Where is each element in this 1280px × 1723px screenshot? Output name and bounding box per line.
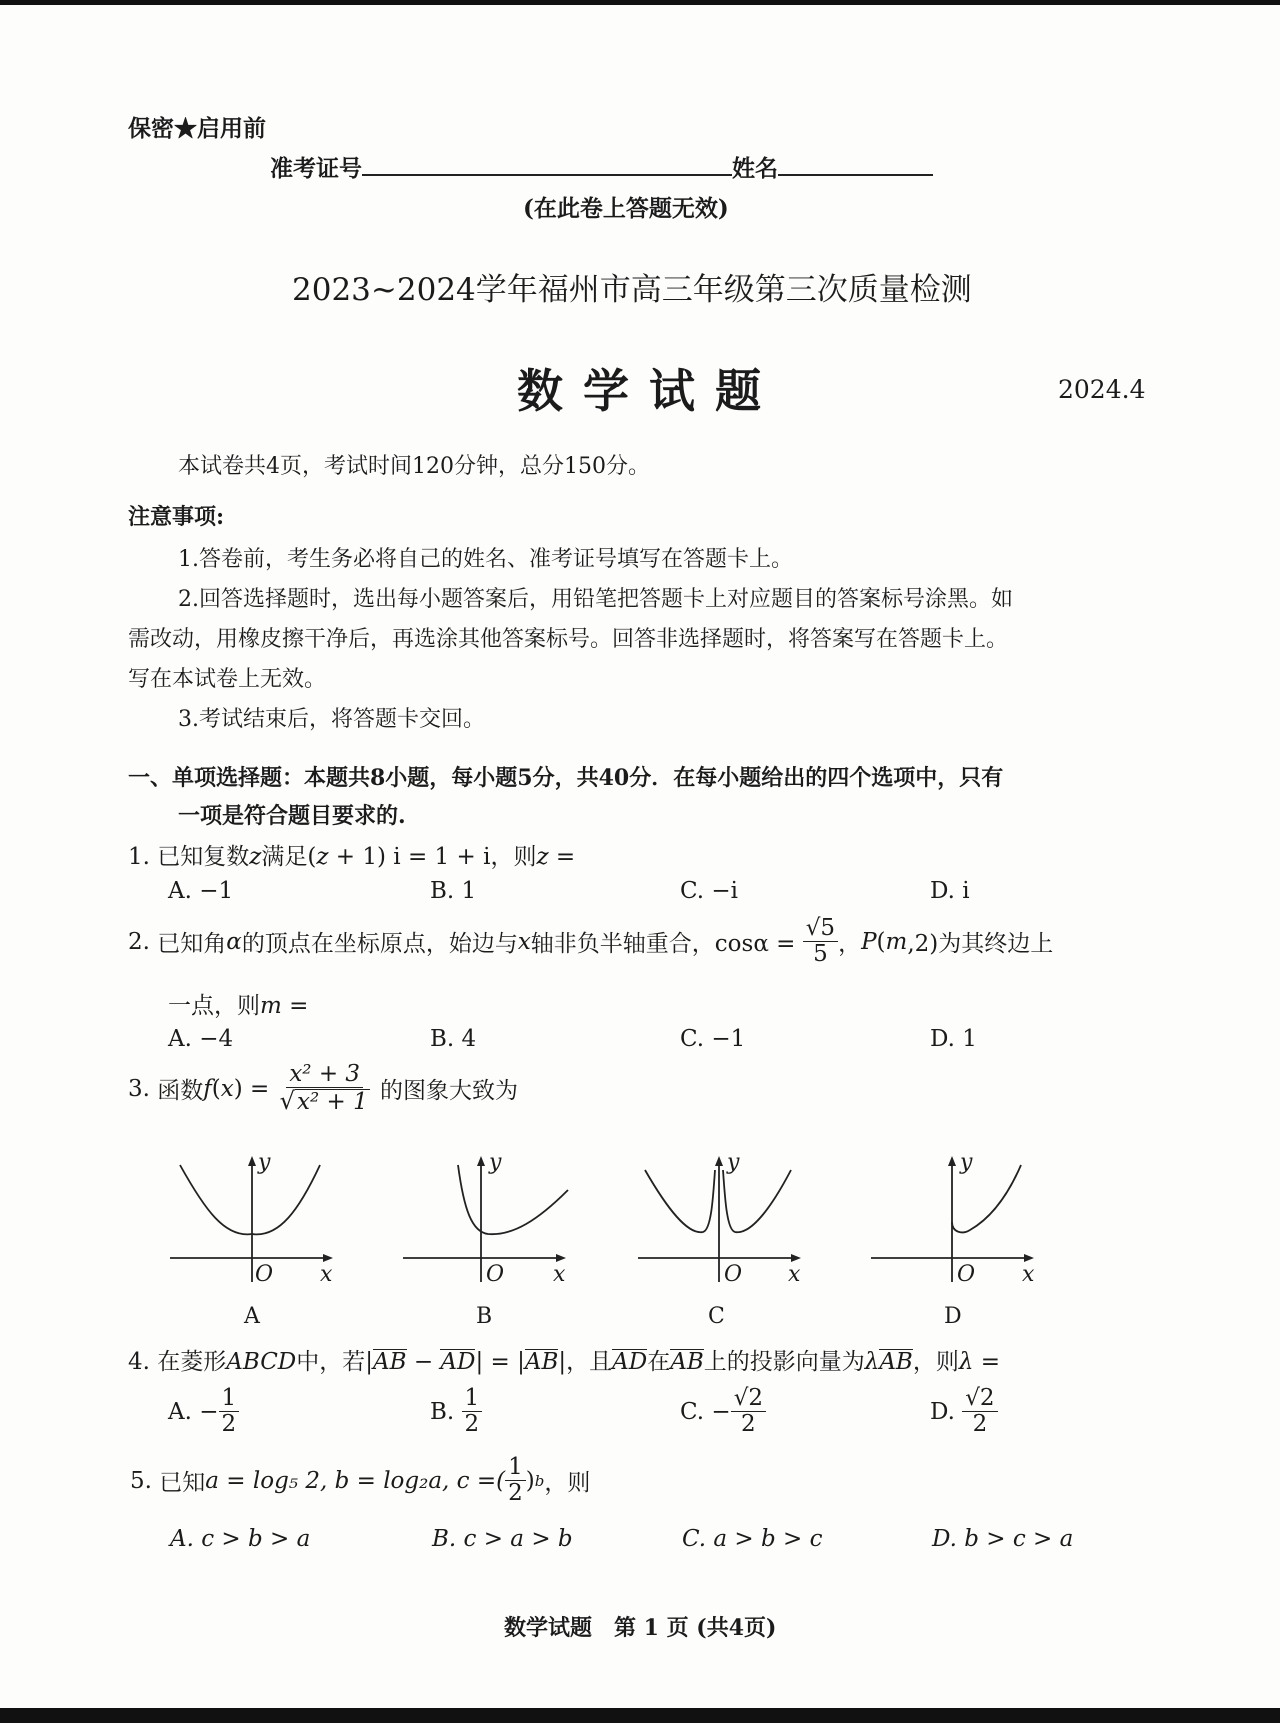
x-axis-label: x	[553, 1262, 566, 1287]
question-5: 5. 已知 a = log₅ 2, b = log₂a, c =( $\frac{1}{2}$ ) b ，则	[130, 1454, 591, 1507]
option-d: D. i	[930, 878, 970, 904]
curve-right	[723, 1170, 791, 1232]
curve	[952, 1165, 1021, 1232]
option-d: D. $\frac{√2}{2}$	[930, 1386, 998, 1438]
x-axis-label: x	[788, 1262, 801, 1287]
graph-label: D	[944, 1304, 962, 1329]
option-b: B. 1	[430, 878, 477, 904]
x-axis-arrow	[791, 1254, 801, 1262]
y-axis-arrow	[248, 1156, 256, 1166]
note-item: 1.答卷前，考生务必将自己的姓名、准考证号填写在答题卡上。	[178, 547, 793, 572]
y-axis-arrow	[477, 1156, 485, 1166]
note-item: 写在本试卷上无效。	[128, 667, 327, 692]
x-axis-label: x	[1022, 1262, 1035, 1287]
y-axis-arrow	[948, 1156, 956, 1166]
y-axis-label: y	[258, 1150, 271, 1175]
x-axis-arrow	[1024, 1254, 1034, 1262]
option-b: B. c > a > b	[432, 1526, 573, 1552]
option-a: A. − $\frac{1}{2}$	[168, 1386, 239, 1438]
subject-title: 数 学 试 题	[517, 364, 764, 418]
option-b: B. $\frac{1}{2}$	[430, 1386, 482, 1438]
notes-heading: 注意事项:	[128, 504, 225, 530]
option-a: A. −1	[168, 878, 234, 904]
graph-d	[866, 1150, 1046, 1290]
option-c: C. a > b > c	[682, 1526, 823, 1552]
option-a: A. c > b > a	[170, 1526, 311, 1552]
x-axis-arrow	[323, 1254, 333, 1262]
exam-id-blank	[362, 174, 732, 176]
x-axis-label: x	[320, 1262, 333, 1287]
option-a: A. −4	[168, 1026, 234, 1052]
origin-label: O	[724, 1262, 743, 1287]
option-c: C. −1	[680, 1026, 746, 1052]
curve	[180, 1165, 320, 1234]
function-fraction: $\frac{\text{x² + 3}}{\text{√x² + 1}}$	[279, 1061, 368, 1116]
graph-label: A	[244, 1304, 260, 1329]
question-3: 3. 函数 f ( x ) = $\frac{\text{x² + 3}}{\text{√x² + 1}}$ 的图象大致为	[128, 1061, 519, 1116]
graph-c	[633, 1150, 813, 1290]
x-axis-arrow	[556, 1254, 566, 1262]
option-c: C. −i	[680, 878, 739, 904]
cos-fraction: $\frac{√5}{5}$	[803, 916, 838, 968]
exam-id-label: 准考证号	[270, 155, 362, 182]
option-c: C. − $\frac{√2}{2}$	[680, 1386, 766, 1438]
section-heading-cont: 一项是符合题目要求的.	[178, 803, 406, 829]
name-blank	[778, 174, 933, 176]
option-d: D. b > c > a	[932, 1526, 1074, 1552]
curve	[458, 1165, 568, 1234]
question-4: 4. 在菱形ABCD中，若|AB − AD| = |AB|，且AD在AB上的投影向量为λAB，则λ =	[128, 1349, 1000, 1375]
invalid-note: (在此卷上答题无效)	[523, 195, 729, 222]
note-item: 2.回答选择题时，选出每小题答案后，用铅笔把答题卡上对应题目的答案标号涂黑。如	[178, 587, 1013, 612]
page-footer: 数学试题 第 1 页 (共4页)	[504, 1615, 777, 1641]
bottom-border	[0, 1708, 1280, 1723]
top-border	[0, 0, 1280, 5]
question-2: 2. 已知角 α 的顶点在坐标原点，始边与 x 轴非负半轴重合，cosα = $\frac{√5}{5}$ ， P ( m ,2)为其终边上	[128, 915, 1054, 968]
intro-text: 本试卷共4页，考试时间120分钟，总分150分。	[178, 454, 650, 479]
y-axis-label: y	[489, 1150, 502, 1175]
origin-label: O	[486, 1262, 505, 1287]
question-1: 1. 已知复数z满足(z + 1) i = 1 + i，则z =	[128, 844, 576, 870]
origin-label: O	[255, 1262, 274, 1287]
exam-title: 2023~2024学年福州市高三年级第三次质量检测	[292, 272, 972, 308]
option-b: B. 4	[430, 1026, 477, 1052]
y-axis-label: y	[727, 1150, 740, 1175]
curve-left	[645, 1170, 715, 1232]
option-d: D. 1	[930, 1026, 977, 1052]
note-item: 3.考试结束后，将答题卡交回。	[178, 707, 485, 732]
exam-date: 2024.4	[1058, 375, 1146, 404]
exam-id-row	[270, 150, 933, 183]
section-heading: 一、单项选择题：本题共8小题，每小题5分，共40分．在每小题给出的四个选项中，只有	[128, 765, 1004, 791]
question-2-cont: 一点，则m =	[168, 993, 309, 1019]
confidential-label: 保密★启用前	[128, 115, 266, 142]
name-label: 姓名	[732, 155, 778, 182]
graph-label: B	[476, 1304, 493, 1329]
y-axis-label: y	[960, 1150, 973, 1175]
note-item: 需改动，用橡皮擦干净后，再选涂其他答案标号。回答非选择题时，将答案写在答题卡上。	[128, 627, 1009, 652]
y-axis-arrow	[715, 1156, 723, 1166]
origin-label: O	[957, 1262, 976, 1287]
graph-label: C	[708, 1304, 725, 1329]
